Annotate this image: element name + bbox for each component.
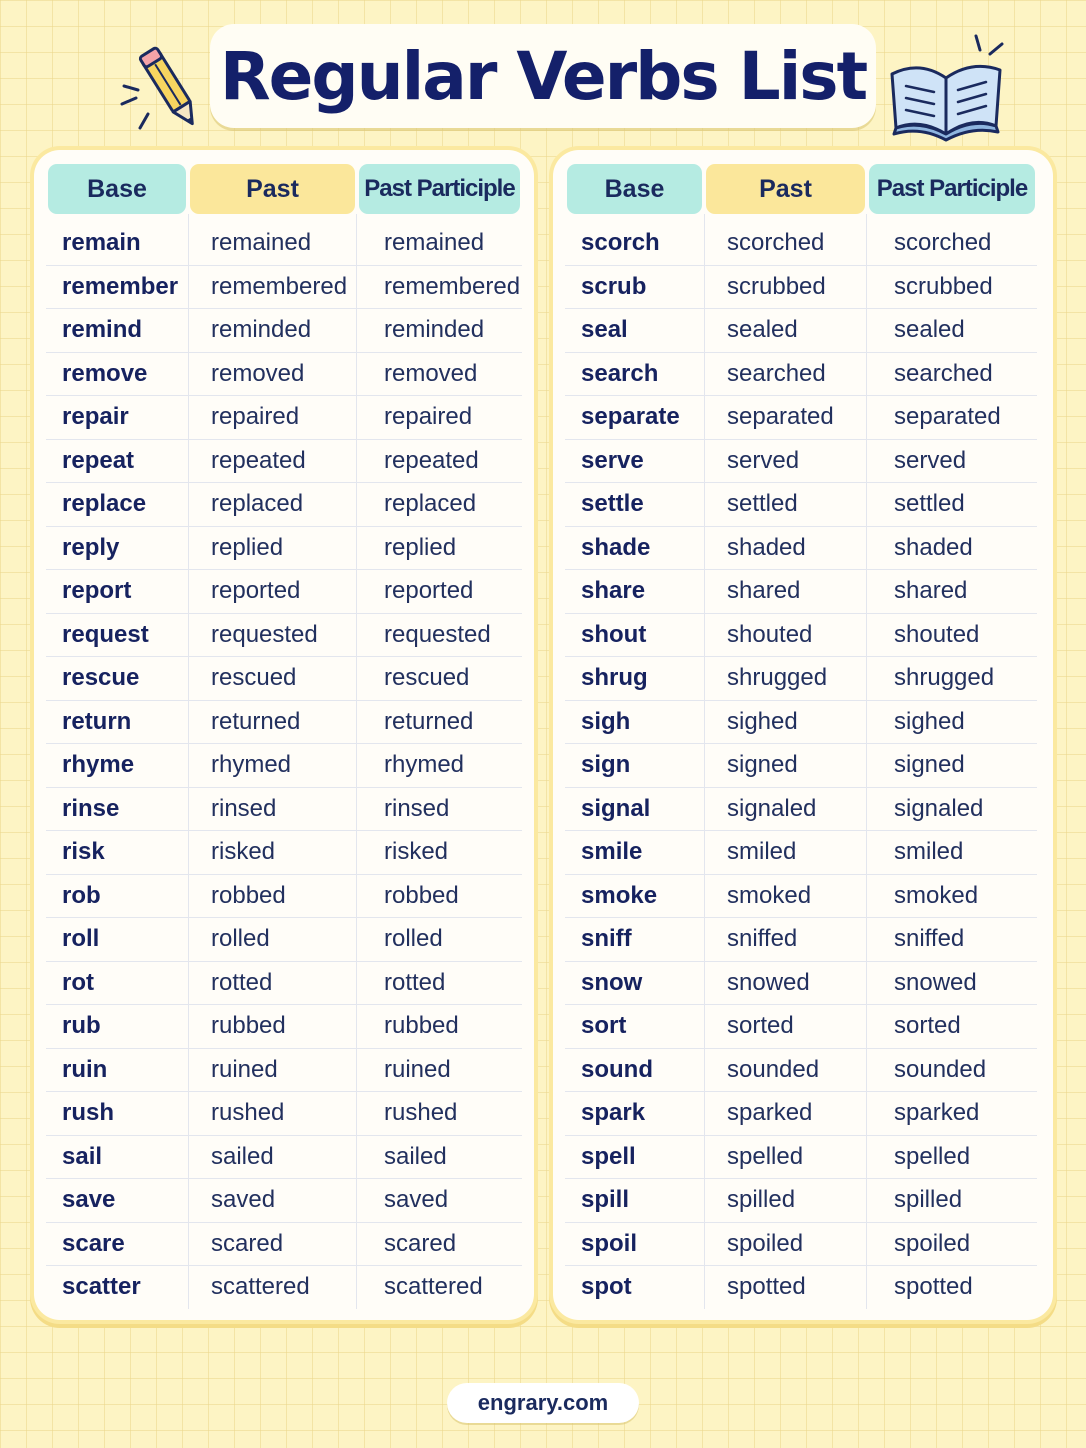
past-participle-cell: repaired xyxy=(357,396,522,440)
table-row xyxy=(46,701,522,745)
past-participle-cell: sparked xyxy=(867,1092,1037,1136)
table-row xyxy=(565,1223,1037,1267)
past-form-cell: shaded xyxy=(704,527,867,571)
table-row xyxy=(565,1092,1037,1136)
past-participle-cell: replied xyxy=(357,527,522,571)
base-form-cell: spoil xyxy=(565,1223,704,1267)
table-row xyxy=(46,1092,522,1136)
past-form-cell: snowed xyxy=(704,962,867,1006)
table-row xyxy=(565,657,1037,701)
base-form-cell: replace xyxy=(46,483,188,527)
base-form-cell: sound xyxy=(565,1049,704,1093)
past-form-cell: rhymed xyxy=(188,744,357,788)
table-header-row xyxy=(46,164,522,214)
past-participle-cell: shrugged xyxy=(867,657,1037,701)
base-form-cell: sniff xyxy=(565,918,704,962)
base-form-cell: smoke xyxy=(565,875,704,919)
table-row xyxy=(565,1179,1037,1223)
base-form-cell: search xyxy=(565,353,704,397)
base-form-cell: rescue xyxy=(46,657,188,701)
table-row xyxy=(565,527,1037,571)
table-row xyxy=(46,1136,522,1180)
base-form-cell: return xyxy=(46,701,188,745)
base-form-cell: shrug xyxy=(565,657,704,701)
base-form-cell: roll xyxy=(46,918,188,962)
past-form-cell: saved xyxy=(188,1179,357,1223)
table-row xyxy=(46,309,522,353)
past-participle-cell: ruined xyxy=(357,1049,522,1093)
base-form-cell: ruin xyxy=(46,1049,188,1093)
past-participle-cell: smoked xyxy=(867,875,1037,919)
table-row xyxy=(565,962,1037,1006)
base-form-cell: scorch xyxy=(565,214,704,266)
past-form-cell: requested xyxy=(188,614,357,658)
base-form-cell: repair xyxy=(46,396,188,440)
base-form-cell: sign xyxy=(565,744,704,788)
past-participle-cell: smiled xyxy=(867,831,1037,875)
past-participle-cell: served xyxy=(867,440,1037,484)
past-form-cell: spoiled xyxy=(704,1223,867,1267)
past-form-cell: signaled xyxy=(704,788,867,832)
past-participle-cell: rolled xyxy=(357,918,522,962)
past-participle-cell: rinsed xyxy=(357,788,522,832)
past-form-cell: shrugged xyxy=(704,657,867,701)
base-form-cell: remind xyxy=(46,309,188,353)
table-row xyxy=(46,788,522,832)
verbs-table xyxy=(46,164,522,1309)
past-participle-cell: rescued xyxy=(357,657,522,701)
base-form-cell: sigh xyxy=(565,701,704,745)
base-form-cell: rob xyxy=(46,875,188,919)
past-form-cell: rushed xyxy=(188,1092,357,1136)
table-row xyxy=(565,1005,1037,1049)
table-row xyxy=(46,570,522,614)
past-participle-cell: requested xyxy=(357,614,522,658)
table-row xyxy=(46,214,522,266)
table-row xyxy=(565,309,1037,353)
table-row xyxy=(46,875,522,919)
header-past-participle: Past Participle xyxy=(867,164,1037,214)
table-row xyxy=(46,483,522,527)
table-row xyxy=(565,214,1037,266)
past-form-cell: searched xyxy=(704,353,867,397)
pencil-icon xyxy=(118,38,206,138)
table-row xyxy=(565,570,1037,614)
past-participle-cell: scattered xyxy=(384,1273,483,1301)
past-form-cell: spilled xyxy=(704,1179,867,1223)
site-url[interactable]: engrary.com xyxy=(447,1383,639,1423)
past-form-cell: replied xyxy=(188,527,357,571)
table-row xyxy=(46,396,522,440)
past-form-cell: smoked xyxy=(704,875,867,919)
header-past: Past xyxy=(188,164,357,214)
base-form-cell: shade xyxy=(565,527,704,571)
past-participle-cell: saved xyxy=(357,1179,522,1223)
past-form-cell: remembered xyxy=(188,266,357,310)
past-form-cell: sealed xyxy=(704,309,867,353)
base-form-cell: scare xyxy=(46,1223,188,1267)
table-row xyxy=(46,744,522,788)
header-past-participle: Past Participle xyxy=(357,164,522,214)
base-form-cell: sail xyxy=(46,1136,188,1180)
table-row xyxy=(565,875,1037,919)
past-form-cell: rinsed xyxy=(188,788,357,832)
table-row xyxy=(565,1136,1037,1180)
table-row xyxy=(565,1266,1037,1309)
past-form-cell: risked xyxy=(188,831,357,875)
table-row xyxy=(46,1223,522,1267)
past-form-cell: sniffed xyxy=(704,918,867,962)
past-form-cell: sighed xyxy=(704,701,867,745)
header-past: Past xyxy=(704,164,867,214)
past-form-cell: scattered xyxy=(188,1266,357,1309)
past-form-cell: shared xyxy=(704,570,867,614)
past-participle-cell: scorched xyxy=(867,214,1037,266)
past-form-cell: scared xyxy=(188,1223,357,1267)
past-form-cell: served xyxy=(704,440,867,484)
past-participle-cell: shared xyxy=(867,570,1037,614)
verbs-table xyxy=(565,164,1037,1309)
past-form-cell: smiled xyxy=(704,831,867,875)
table-row xyxy=(46,614,522,658)
table-row xyxy=(46,657,522,701)
past-form-cell: spelled xyxy=(704,1136,867,1180)
past-form-cell: reported xyxy=(188,570,357,614)
base-form-cell: snow xyxy=(565,962,704,1006)
table-row xyxy=(565,614,1037,658)
past-participle-cell: sailed xyxy=(357,1136,522,1180)
base-form-cell: settle xyxy=(565,483,704,527)
past-participle-cell: removed xyxy=(357,353,522,397)
past-participle-cell: rotted xyxy=(357,962,522,1006)
past-form-cell: sorted xyxy=(704,1005,867,1049)
past-participle-cell: settled xyxy=(867,483,1037,527)
past-form-cell: removed xyxy=(188,353,357,397)
table-row xyxy=(565,701,1037,745)
table-row xyxy=(46,353,522,397)
past-participle-cell: separated xyxy=(867,396,1037,440)
base-form-cell: repeat xyxy=(46,440,188,484)
table-body xyxy=(46,214,522,1309)
past-form-cell: repaired xyxy=(188,396,357,440)
base-form-cell: spell xyxy=(565,1136,704,1180)
past-form-cell: rotted xyxy=(188,962,357,1006)
past-form-cell: reminded xyxy=(188,309,357,353)
base-form-cell: rush xyxy=(46,1092,188,1136)
table-row xyxy=(565,744,1037,788)
past-participle-cell: signaled xyxy=(867,788,1037,832)
header-base: Base xyxy=(565,164,704,214)
past-participle-cell: snowed xyxy=(867,962,1037,1006)
past-participle-cell: spoiled xyxy=(867,1223,1037,1267)
table-body xyxy=(565,214,1037,1309)
base-form-cell: remember xyxy=(46,266,188,310)
past-participle-cell: shaded xyxy=(867,527,1037,571)
table-row xyxy=(565,396,1037,440)
page-title: Regular Verbs List xyxy=(219,37,867,115)
past-form-cell: returned xyxy=(188,701,357,745)
table-row xyxy=(46,962,522,1006)
past-participle-cell: rushed xyxy=(357,1092,522,1136)
past-participle-cell: scared xyxy=(357,1223,522,1267)
base-form-cell: remove xyxy=(46,353,188,397)
base-form-cell: scrub xyxy=(565,266,704,310)
past-participle-cell: sorted xyxy=(867,1005,1037,1049)
base-form-cell: rub xyxy=(46,1005,188,1049)
base-form-cell: rinse xyxy=(46,788,188,832)
base-form-cell: spark xyxy=(565,1092,704,1136)
table-row xyxy=(565,440,1037,484)
base-form-cell: risk xyxy=(46,831,188,875)
past-form-cell: settled xyxy=(704,483,867,527)
table-row xyxy=(565,353,1037,397)
past-participle-cell: sniffed xyxy=(867,918,1037,962)
base-form-cell: rhyme xyxy=(46,744,188,788)
past-participle-cell: searched xyxy=(867,353,1037,397)
past-participle-cell: replaced xyxy=(357,483,522,527)
table-row xyxy=(565,1049,1037,1093)
past-form-cell: ruined xyxy=(188,1049,357,1093)
past-participle-cell: rubbed xyxy=(357,1005,522,1049)
past-form-cell: separated xyxy=(704,396,867,440)
base-form-cell: scatter xyxy=(62,1273,141,1301)
past-participle-cell: shouted xyxy=(867,614,1037,658)
table-row xyxy=(565,831,1037,875)
past-participle-cell: sighed xyxy=(867,701,1037,745)
past-form-cell: rubbed xyxy=(188,1005,357,1049)
past-participle-cell: returned xyxy=(357,701,522,745)
table-row xyxy=(46,1049,522,1093)
base-form-cell: request xyxy=(46,614,188,658)
base-form-cell: reply xyxy=(46,527,188,571)
past-form-cell: signed xyxy=(704,744,867,788)
table-row xyxy=(46,1005,522,1049)
past-form-cell: scrubbed xyxy=(704,266,867,310)
past-participle-cell: sounded xyxy=(867,1049,1037,1093)
base-form-cell: sort xyxy=(565,1005,704,1049)
past-participle-cell: spelled xyxy=(867,1136,1037,1180)
past-form-cell: replaced xyxy=(188,483,357,527)
past-form-cell: spotted xyxy=(704,1266,867,1309)
past-participle-cell: spotted xyxy=(894,1273,973,1301)
past-participle-cell: spilled xyxy=(867,1179,1037,1223)
past-form-cell: sounded xyxy=(704,1049,867,1093)
verbs-table-left xyxy=(34,150,534,1320)
base-form-cell: save xyxy=(46,1179,188,1223)
table-row xyxy=(46,527,522,571)
past-participle-cell: signed xyxy=(867,744,1037,788)
table-row xyxy=(46,440,522,484)
table-row xyxy=(46,918,522,962)
table-row xyxy=(46,831,522,875)
base-form-cell: separate xyxy=(565,396,704,440)
table-row xyxy=(46,266,522,310)
table-row xyxy=(565,788,1037,832)
open-book-icon xyxy=(884,30,1010,142)
past-form-cell: sparked xyxy=(704,1092,867,1136)
verbs-table-right xyxy=(553,150,1053,1320)
base-form-cell: remain xyxy=(46,214,188,266)
past-form-cell: scorched xyxy=(704,214,867,266)
table-row xyxy=(565,918,1037,962)
header-base: Base xyxy=(46,164,188,214)
table-row xyxy=(46,1179,522,1223)
past-form-cell: rescued xyxy=(188,657,357,701)
past-form-cell: robbed xyxy=(188,875,357,919)
table-row xyxy=(565,483,1037,527)
past-participle-cell: risked xyxy=(357,831,522,875)
past-participle-cell: repeated xyxy=(357,440,522,484)
base-form-cell: spot xyxy=(581,1273,632,1301)
past-participle-cell: remembered xyxy=(357,266,522,310)
base-form-cell: serve xyxy=(565,440,704,484)
past-form-cell: rolled xyxy=(188,918,357,962)
base-form-cell: report xyxy=(46,570,188,614)
table-row xyxy=(46,1266,522,1309)
past-form-cell: repeated xyxy=(188,440,357,484)
base-form-cell: signal xyxy=(565,788,704,832)
past-form-cell: remained xyxy=(188,214,357,266)
base-form-cell: smile xyxy=(565,831,704,875)
past-participle-cell: robbed xyxy=(357,875,522,919)
base-form-cell: rot xyxy=(46,962,188,1006)
past-form-cell: shouted xyxy=(704,614,867,658)
past-participle-cell: remained xyxy=(357,214,522,266)
table-header-row xyxy=(565,164,1037,214)
base-form-cell: spill xyxy=(565,1179,704,1223)
base-form-cell: shout xyxy=(565,614,704,658)
past-participle-cell: reported xyxy=(357,570,522,614)
past-participle-cell: sealed xyxy=(867,309,1037,353)
base-form-cell: seal xyxy=(565,309,704,353)
past-participle-cell: reminded xyxy=(357,309,522,353)
base-form-cell: share xyxy=(565,570,704,614)
past-participle-cell: rhymed xyxy=(357,744,522,788)
past-form-cell: sailed xyxy=(188,1136,357,1180)
table-row xyxy=(565,266,1037,310)
title-banner xyxy=(210,24,876,128)
past-participle-cell: scrubbed xyxy=(867,266,1037,310)
